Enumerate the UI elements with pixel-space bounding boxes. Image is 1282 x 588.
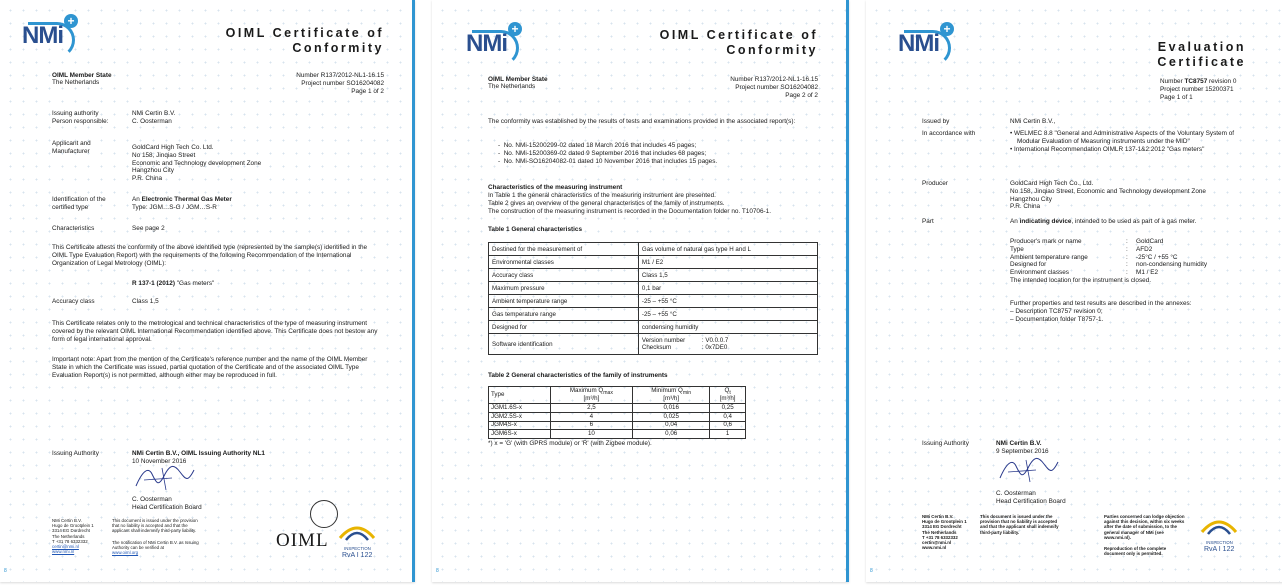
- number-revision: revision 0: [1207, 78, 1237, 85]
- part-rest: , intended to be used as part of a gas meter.: [1071, 218, 1197, 225]
- general-characteristics-table: [488, 242, 818, 355]
- oiml-logo-text: OIML: [276, 530, 329, 551]
- spec-value: non-condensing humidity: [1136, 261, 1208, 269]
- spec-label: Environment classes: [1010, 269, 1069, 277]
- checksum-value: : 0x7DE0: [701, 344, 728, 351]
- table-row: [489, 421, 746, 430]
- signature-image: [996, 454, 1060, 484]
- producer-line: Hangzhou City: [1010, 195, 1052, 203]
- table-cell: 0,4: [710, 413, 746, 422]
- page-title: [660, 28, 818, 58]
- header-unit: [m³/h]: [663, 395, 680, 403]
- rva-number: RvA I 122: [1204, 546, 1235, 553]
- number-code: TC8757: [1184, 78, 1208, 85]
- header-sub: min: [682, 389, 692, 396]
- table2-title: Table 2 General characteristics of the family of instruments: [488, 372, 668, 379]
- inspection-label: INSPECTION: [344, 546, 371, 551]
- evaluation-certificate-page: [866, 0, 1282, 582]
- project-number: Project number SO16204082: [301, 79, 384, 87]
- accordance-list: [1010, 130, 1250, 153]
- signer: [132, 496, 202, 512]
- annex-item: – Documentation folder T8757-1.: [1010, 315, 1104, 323]
- accordance-item: • International Recommendation OIMLR 137-1&2:2012 "Gas meters": [1010, 145, 1205, 153]
- footer-line: The Netherlands: [52, 533, 85, 539]
- producer-line: No 158, Jinqiao Street, Economic and Technology development Zone: [1010, 187, 1206, 195]
- identification-label-1: Identification of the: [52, 196, 106, 203]
- footer-line: T +31 78 6332332: [922, 534, 958, 540]
- accordance-text: International Recommendation OIMLR 137-1&2:2012 "Gas meters": [1014, 145, 1205, 153]
- table-cell: JGM4S-x: [489, 421, 551, 430]
- member-state-label: OIML Member State: [488, 76, 548, 83]
- issuing-authority-label: Issuing authority: [52, 110, 99, 117]
- page-title: [226, 26, 384, 56]
- table-cell: 4: [550, 413, 633, 422]
- spec-label: Ambient temperature range: [1010, 253, 1088, 261]
- table-cell: 1: [710, 430, 746, 439]
- table-cell: Maximum pressure: [489, 282, 639, 295]
- certificate-page-2: [432, 0, 849, 582]
- spec-label: Type: [1010, 245, 1024, 253]
- signature-image: [132, 462, 196, 492]
- table-cell: Software identification: [489, 334, 639, 355]
- table-cell: 6: [550, 421, 633, 430]
- report-item: - No. NMi-15200299-02 dated 18 March 2016 that includes 45 pages;: [498, 142, 697, 149]
- footer-line: T +31 78 6332332: [52, 538, 88, 544]
- page-marker: 8: [870, 568, 873, 574]
- characteristics-value: See page 2: [132, 225, 165, 232]
- table-cell: 0,04: [633, 421, 710, 430]
- table-cell: 0,25: [710, 404, 746, 413]
- characteristics-label: Characteristics: [52, 225, 95, 232]
- annex-item: – Description TC8757 revision 0;: [1010, 307, 1103, 315]
- spec-row: [1010, 246, 1260, 254]
- spec-row: [1010, 238, 1260, 246]
- spec-value: -25°C / +55 °C: [1136, 253, 1178, 261]
- spec-sep: :: [1126, 269, 1128, 277]
- software-cell: [638, 334, 817, 355]
- rva-number: RvA I 122: [342, 552, 373, 559]
- logo-text: NMi: [466, 30, 507, 57]
- spec-sep: :: [1126, 253, 1128, 261]
- logo-text: NMi: [898, 30, 939, 57]
- table-cell: 0,6: [710, 421, 746, 430]
- person-value: C. Oosterman: [132, 118, 172, 125]
- table-row: [489, 321, 818, 334]
- number: Number R137/2012-NL1-16.15: [730, 76, 818, 83]
- report-text: No. NMi-15200299-02 dated 18 March 2016 that includes 45 pages;: [503, 142, 697, 149]
- issuing-date: 9 September 2016: [996, 447, 1049, 455]
- page-title: [1157, 40, 1246, 70]
- footer-email-link[interactable]: certin@nmi.nl: [922, 540, 952, 546]
- specifications: [1010, 238, 1260, 285]
- spec-sep: :: [1126, 245, 1128, 253]
- issuing-date: 10 November 2016: [132, 457, 187, 465]
- producer-label: Producer: [922, 180, 948, 187]
- part-prefix: An: [1010, 218, 1020, 225]
- spec-value: M1 / E2: [1136, 269, 1159, 277]
- family-table: [488, 386, 746, 439]
- signer: [996, 490, 1066, 506]
- accordance-label: In accordance with: [922, 130, 976, 137]
- footer-line: 3314 EG Dordrecht: [922, 524, 962, 530]
- applicant-label-2: Manufacturer: [52, 147, 90, 155]
- footer-email-link[interactable]: certin@nmi.nl: [52, 544, 79, 550]
- header-unit: [m³/h]: [719, 395, 736, 403]
- footer-address: [922, 514, 974, 550]
- annex-intro: Further properties and test results are described in the annexes:: [1010, 300, 1192, 307]
- identification-type: Type: JGM…S-G / JGM…S-R: [132, 203, 217, 211]
- logo-plus-icon: +: [508, 22, 522, 36]
- intended-location: The intended location for the instrument is closed.: [1010, 276, 1152, 284]
- characteristics-line: The construction of the measuring instrument is recorded in the Documentation folder no. T10706-1.: [488, 207, 772, 215]
- characteristics-text: [488, 192, 828, 215]
- person-label: Person responsible:: [52, 118, 109, 125]
- accuracy-label: Accuracy class: [52, 298, 95, 305]
- table-row: [489, 269, 818, 282]
- footer-line: NMi Certin B.V.: [922, 514, 954, 519]
- table-cell: 0,016: [633, 404, 710, 413]
- footer-note-1: This document is issued under the provision that no liability is accepted and that the applicant shall indemnify third-party liability.: [980, 514, 1059, 535]
- table-cell: Gas temperature range: [489, 308, 639, 321]
- footer-line: Hugo de Grootplein 1: [52, 523, 94, 529]
- table-cell: Gas volume of natural gas type H and L: [638, 243, 817, 256]
- table-row: [489, 282, 818, 295]
- table-row: [489, 334, 818, 355]
- footer-note-2: Parties concerned can lodge objection against this decision, within six weeks after the date of submission, to the general manager of NMi (see www.nmi.nl).: [1104, 514, 1185, 540]
- producer-line: P.R. China: [1010, 203, 1041, 211]
- applicant-address: [132, 144, 392, 183]
- footer-notes: [1104, 514, 1188, 556]
- relates-paragraph: This Certificate relates only to the metrological and technical characteristics of the type of measuring instrument covered by the relevant OIML International Recommendation identified above. This Certificate does not bestow any form of legal international approval.: [52, 320, 378, 343]
- title-line-1: Evaluation: [1157, 40, 1246, 54]
- footer-line: 3314 EG Dordrecht: [52, 528, 90, 534]
- header-unit: [m³/h]: [583, 395, 600, 403]
- column-header: [489, 387, 551, 404]
- checksum-label: Checksum: [641, 344, 672, 351]
- table1-title: Table 1 General characteristics: [488, 226, 583, 233]
- footer-note-3: Reproduction of the complete document only is permitted.: [1104, 546, 1167, 557]
- footer-web-link[interactable]: www.nmi.nl: [52, 549, 75, 555]
- table-cell: condensing humidity: [638, 321, 817, 334]
- producer-line: GoldCard High Tech Co., Ltd.: [1010, 180, 1094, 187]
- header-sub: max: [603, 389, 613, 396]
- page-marker: 8: [4, 568, 7, 574]
- page-marker: 8: [436, 568, 439, 574]
- table-cell: 0,1 bar: [638, 282, 817, 295]
- issuing-authority-name: NMi Certin B.V.: [996, 440, 1042, 447]
- page-of: Page 1 of 2: [351, 87, 384, 95]
- identification-value: [132, 196, 392, 212]
- accordance-text: WELMEC 8.8 "General and Administrative Aspects of the Voluntary System of Modular Evaluation of Measuring instruments under the MID": [1014, 130, 1235, 145]
- page-of: Page 2 of 2: [785, 91, 818, 99]
- report-item: - No. NMi-15200369-02 dated 9 September 2016 that includes 68 pages;: [498, 149, 707, 157]
- logo-plus-icon: +: [940, 22, 954, 36]
- oiml-globe-icon: [310, 500, 338, 528]
- member-state-label: OIML Member State: [52, 72, 112, 79]
- characteristics-line: In Table 1 the general characteristics of the measuring instrument are presented.: [488, 192, 716, 199]
- part-label: Part: [922, 218, 934, 225]
- header-text: Q: [724, 386, 730, 394]
- certificate-page-1: [0, 0, 415, 582]
- spec-value: GoldCard: [1136, 238, 1164, 245]
- table-row: [489, 308, 818, 321]
- characteristics-heading: Characteristics of the measuring instrument: [488, 184, 623, 191]
- table-cell: 0,025: [633, 413, 710, 422]
- important-note: Important note: Apart from the mention of the Certificate's reference number and the name of the OIML Member State in which the Certificate was issued, partial quotation of the Certificate and of the associated OIML Type Evaluation Report(s) is not permitted, although either may be reproduced in full.: [52, 356, 368, 379]
- issued-by-value: NMi Certin B.V.,: [1010, 118, 1056, 125]
- part-device: indicating device: [1019, 218, 1072, 225]
- signer-name: C. Oosterman: [132, 496, 172, 503]
- header-text: Minimum Q: [651, 386, 683, 394]
- footer-line: The Netherlands: [922, 529, 957, 535]
- table-cell: -25 – +55 °C: [638, 295, 817, 308]
- member-state-value: The Netherlands: [488, 83, 536, 90]
- table-cell: Designed for: [489, 321, 639, 334]
- applicant-line: Hangzhou City: [132, 167, 174, 175]
- table-row: [489, 404, 746, 413]
- applicant-label: [52, 140, 122, 156]
- version-label: Version number: [641, 337, 686, 344]
- inspection-label: INSPECTION: [1206, 540, 1233, 545]
- applicant-label-1: Applicant and: [52, 140, 91, 147]
- footer-address: [52, 518, 104, 554]
- spec-label: Designed for: [1010, 261, 1047, 269]
- table-cell: JGM6S-x: [489, 430, 551, 439]
- report-list: [498, 142, 818, 165]
- nmi-logo: [466, 22, 522, 62]
- table-cell: Environmental classes: [489, 256, 639, 269]
- spec-label: Producer's mark or name: [1010, 238, 1082, 245]
- title-line-2: Certificate: [1157, 55, 1246, 69]
- project-number: Project number 15200371: [1160, 85, 1234, 93]
- table-cell: JGM1.6S-x: [489, 404, 551, 413]
- footer-line: NMi Certin B.V.: [52, 518, 82, 523]
- recommendation-title: "Gas meters": [174, 280, 215, 287]
- spec-row: [1010, 261, 1260, 269]
- header-text: Type: [491, 390, 505, 398]
- spec-sep: :: [1126, 238, 1128, 245]
- table-cell: 2,5: [550, 404, 633, 413]
- nmi-logo: [22, 14, 78, 54]
- issuing-label: Issuing Authority: [922, 440, 969, 447]
- instrument-name: Electronic Thermal Gas Meter: [141, 196, 232, 203]
- header-text: Maximum Q: [569, 386, 604, 394]
- table-row: [489, 243, 818, 256]
- footer-line: Hugo de Grootplein 1: [922, 519, 967, 525]
- title-line-1: OIML Certificate of: [225, 26, 384, 40]
- issuing-label: Issuing Authority: [52, 450, 99, 457]
- certificate-number: [1160, 78, 1270, 101]
- issuing-authority-name: NMi Certin B.V., OIML Issuing Authority NL1: [132, 450, 265, 457]
- report-item: - No. NMi-SO16204082-01 dated 10 November 2016 that includes 15 pages.: [498, 157, 718, 165]
- attest-paragraph: This Certificate attests the conformity of the above identified type (represented by the sample(s) identified in the OIML Type Evaluation Report) with the requirements of the following Recommendation of the International Organization of Legal Metrology (OIML):: [52, 244, 368, 267]
- accuracy-value: Class 1,5: [132, 298, 159, 305]
- spec-value: AFD2: [1136, 245, 1153, 253]
- column-header: [550, 387, 633, 404]
- project-number: Project number SO16204082: [735, 83, 818, 91]
- applicant-line: GoldCard High Tech Co. Ltd.: [132, 144, 214, 151]
- title-line-2: Conformity: [726, 43, 818, 57]
- applicant-line: No 158, Jinqiao Street: [132, 151, 196, 159]
- conformity-intro: The conformity was established by the results of tests and examinations provided in the associated report(s):: [488, 118, 796, 125]
- logo-text: NMi: [22, 22, 63, 49]
- table-row: [489, 413, 746, 422]
- version-value: : V0.0.0.7: [701, 337, 729, 344]
- signer-role: Head Certification Board: [132, 503, 202, 511]
- table-cell: Destined for the measurement of: [489, 243, 639, 256]
- issuing-authority-value: NMi Certin B.V.: [132, 110, 176, 117]
- certificate-number: [678, 76, 818, 99]
- identification-label: [52, 196, 122, 212]
- title-line-1: OIML Certificate of: [659, 28, 818, 42]
- part-value: [1010, 218, 1270, 226]
- signer-name: C. Oosterman: [996, 490, 1036, 497]
- footer-oiml-link[interactable]: www.oiml.org: [112, 550, 139, 556]
- footer-note-1: This document is issued under the provision that no liability is accepted and that the applicant shall indemnify third-party liability.: [112, 518, 198, 534]
- signer-role: Head Certification Board: [996, 497, 1066, 505]
- nmi-logo: [898, 22, 954, 62]
- table-cell: Ambient temperature range: [489, 295, 639, 308]
- accordance-item: • WELMEC 8.8 "General and Administrative Aspects of the Voluntary System of Modular Evaluation of Measuring instruments under the MID": [1010, 130, 1235, 145]
- identification-label-2: certified type: [52, 203, 89, 211]
- table2-note: *) x = 'G' (with GPRS module) or 'R' (with Zigbee module).: [488, 440, 652, 447]
- footer-note-2: The notification of NMi Certin B.V. as Issuing Authority can be verified at: [112, 539, 199, 550]
- table-cell: 0,06: [633, 430, 710, 439]
- recommendation: [132, 280, 214, 288]
- table1-body: [489, 243, 818, 355]
- certificate-number: [244, 72, 384, 95]
- spec-row: [1010, 254, 1260, 262]
- member-state-value: The Netherlands: [52, 79, 100, 86]
- spec-sep: :: [1126, 261, 1128, 269]
- number: [1160, 78, 1270, 86]
- table-cell: Accuracy class: [489, 269, 639, 282]
- table-cell: 10: [550, 430, 633, 439]
- spec-row: [1010, 269, 1260, 277]
- page-of: Page 1 of 1: [1160, 93, 1193, 101]
- number: Number R137/2012-NL1-16.15: [296, 72, 384, 79]
- applicant-line: P.R. China: [132, 175, 163, 183]
- identification-prefix: An: [132, 196, 142, 203]
- column-header: [710, 387, 746, 404]
- footer-notes: [112, 518, 204, 555]
- rva-inspection-logo: [1200, 512, 1238, 542]
- footer-web-link[interactable]: www.nmi.nl: [922, 545, 947, 551]
- table-cell: Class 1,5: [638, 269, 817, 282]
- column-header: [633, 387, 710, 404]
- table-row: [489, 256, 818, 269]
- report-text: No. NMi-SO16204082-01 dated 10 November 2016 that includes 15 pages.: [503, 157, 718, 165]
- annexes: [1010, 300, 1260, 323]
- logo-plus-icon: +: [64, 14, 78, 28]
- header-sub: t: [729, 389, 731, 396]
- characteristics-line: Table 2 gives an overview of the general characteristics of the family of instruments.: [488, 199, 725, 207]
- applicant-line: Economic and Technology development Zone: [132, 159, 262, 167]
- recommendation-code: R 137-1 (2012): [132, 280, 175, 287]
- table-cell: M1 / E2: [638, 256, 817, 269]
- table-header-row: [489, 387, 746, 404]
- number-prefix: Number: [1160, 78, 1185, 85]
- producer-address: [1010, 180, 1260, 211]
- issued-by-label: Issued by: [922, 118, 950, 125]
- rva-inspection-logo: [338, 518, 376, 548]
- table-row: [489, 295, 818, 308]
- title-line-2: Conformity: [292, 41, 384, 55]
- table-cell: JGM2.5S-x: [489, 413, 551, 422]
- table-cell: -25 – +55 °C: [638, 308, 817, 321]
- report-text: No. NMi-15200369-02 dated 9 September 2016 that includes 68 pages;: [503, 149, 707, 157]
- table-row: [489, 430, 746, 439]
